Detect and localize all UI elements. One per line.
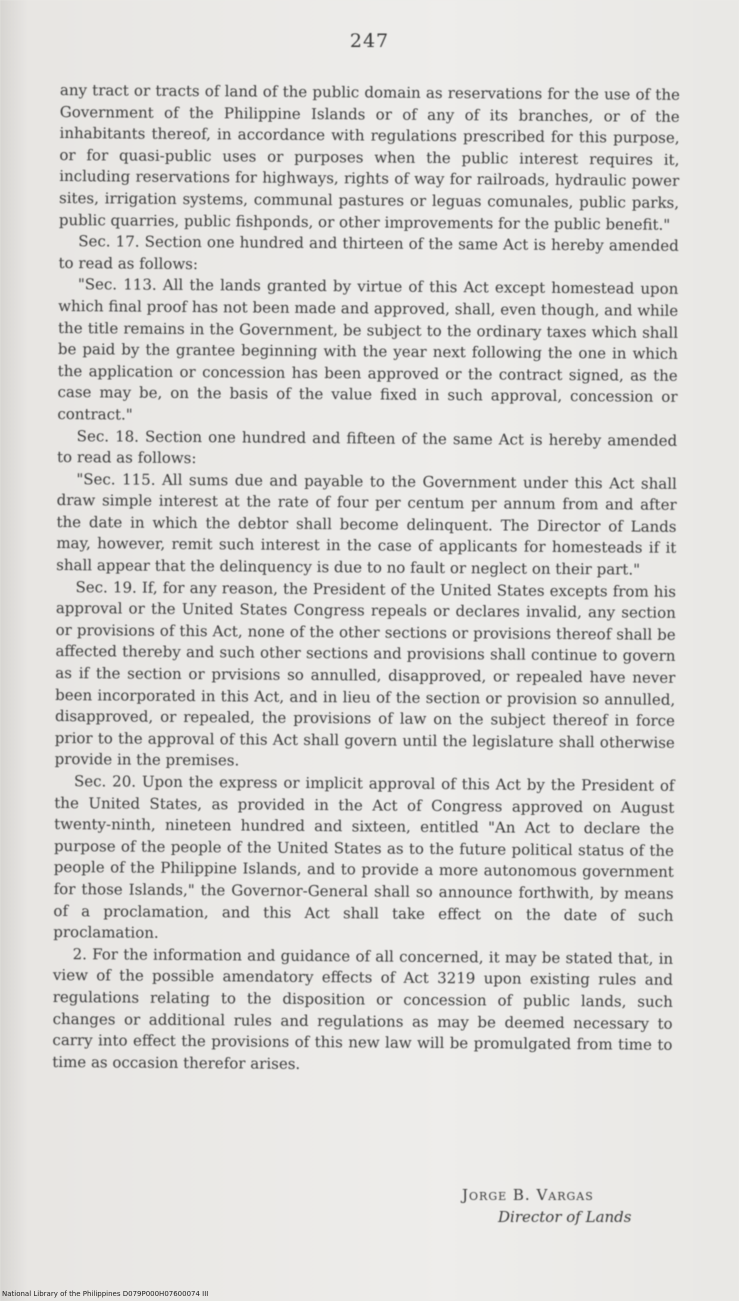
paragraph-reservations-continued: any tract or tracts of land of the public domain as reservations for the use of the Government of the Philippine Islands or of any of its branches, or of the inhabitants thereof, in accordance with regulations prescribed for this purpose, or for quasi-public uses or purposes when the public interest requires it, including reservations for highways, rights of way for railroads, hydraulic power sites, irrigation systems, communal pastures or leguas comunales, public parks, public quarries, public fishponds, or other improvements for the public benefit."	[58, 80, 680, 234]
paragraph-section-113: "Sec. 113. All the lands granted by virtue of this Act except homestead upon which final proof has not been made and approved, shall, even though, and while the title remains in the Government, be subject to the ordinary taxes which shall be paid by the grantee beginning with the year next following the one in which the application or concession has been approved or the contract signed, as the case may be, on the basis of the value fixed in such approval, concession or contract."	[57, 275, 679, 424]
paragraph-section-17: Sec. 17. Section one hundred and thirteen of the same Act is hereby amended to read as follows:	[58, 232, 679, 273]
paragraph-section-18: Sec. 18. Section one hundred and fifteen of the same Act is hereby amended to read as follows:	[56, 426, 678, 468]
signatory-title: Director of Lands	[498, 1208, 632, 1226]
paragraph-section-115: "Sec. 115. All sums due and payable to the Government under this Act shall draw simple interest at the rate of four per centum per annum from and after the date in which the debtor shall become delinquent. The Director of Lands may, however, remit such interest in the case of applicants for homesteads if it shall appear that the delinquency is due to no fault or neglect on their part."	[56, 469, 677, 579]
page-number: 247	[349, 30, 390, 52]
paragraph-item-2: 2. For the information and guidance of all concerned, it may be stated that, in view of the possible amendatory effects of Act 3219 upon existing rules and regulations relating to the disposition or concession of public lands, such changes or additional rules and regulations as may be deemed necessary to carry into effect the provisions of this new law will be promulgated from time to time as occasion therefor arises.	[52, 944, 674, 1073]
paragraph-section-20: Sec. 20. Upon the express or implicit approval of this Act by the President of the United States, as provided in the Act of Congress approved on August twenty-ninth, nineteen hundred and sixteen, entitled "An Act to declare the purpose of the people of the United States as to the future political status of the people of the Philippine Islands, and to provide a more autonomous government for those Islands," the Governor-General shall so announce forthwith, by means of a proclamation, and this Act shall take effect on the date of such proclamation.	[53, 772, 675, 942]
document-body	[52, 80, 680, 1078]
signature-block	[462, 1184, 702, 1228]
archive-footer: National Library of the Philippines D079P000H07600074 III	[2, 1290, 209, 1298]
signatory-name: Jorge B. Vargas	[462, 1186, 594, 1204]
paragraph-section-19: Sec. 19. If, for any reason, the President of the United States excepts from his approval or the United States Congress repeals or declares invalid, any section or provisions of this Act, none of the other sections or provisions thereof shall be affected thereby and such other sections and provisions shall continue to govern as if the section or prvisions so annulled, disapproved, or repealed have never been incorporated in this Act, and in lieu of the section or provision so annulled, disapproved, or repealed, the provisions of law on the subject thereof in force prior to the approval of this Act shall govern until the legislature shall otherwise provide in the premises.	[54, 577, 677, 770]
